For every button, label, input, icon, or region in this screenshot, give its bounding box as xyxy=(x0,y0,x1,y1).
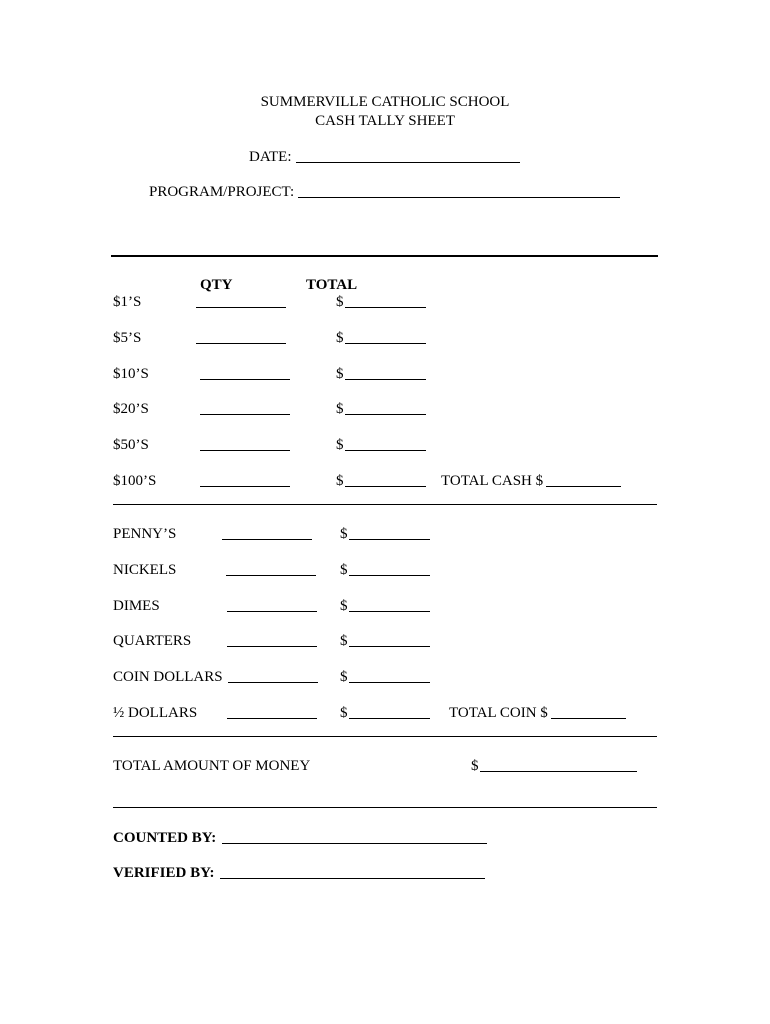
coin-row-label: NICKELS xyxy=(113,561,177,578)
bill-row-dollar-sign: $ xyxy=(336,329,344,346)
header-divider xyxy=(111,255,658,257)
coin-row-label: PENNY’S xyxy=(113,526,177,542)
coin-row-dollar-sign: $ xyxy=(340,561,348,578)
bill-row-dollar-sign: $ xyxy=(336,294,344,310)
date-field[interactable] xyxy=(296,162,520,163)
coin-row-label: QUARTERS xyxy=(113,633,192,650)
coin-row-label: ½ DOLLARS xyxy=(113,705,198,721)
coin-row-qty-field[interactable] xyxy=(227,718,317,719)
sheet-title: CASH TALLY SHEET xyxy=(315,113,455,129)
bill-row-total-field[interactable] xyxy=(345,486,426,487)
total-amount-label: TOTAL AMOUNT OF MONEY xyxy=(113,758,311,774)
counted-by-label: COUNTED BY: xyxy=(113,830,217,846)
coin-row-dollar-sign: $ xyxy=(340,597,348,614)
total-cash-field[interactable] xyxy=(546,486,621,487)
bill-row-qty-field[interactable] xyxy=(200,379,290,380)
coins-divider xyxy=(113,736,657,737)
total-divider xyxy=(113,807,657,808)
bill-row-total-field[interactable] xyxy=(345,343,426,344)
bill-row-dollar-sign: $ xyxy=(336,401,344,418)
coin-row-qty-field[interactable] xyxy=(227,646,317,647)
coin-row-total-field[interactable] xyxy=(349,575,430,576)
qty-column-header: QTY xyxy=(200,277,233,293)
coin-row-total-field[interactable] xyxy=(349,611,430,612)
bill-row-total-field[interactable] xyxy=(345,414,426,415)
coin-row-total-field[interactable] xyxy=(349,682,430,683)
total-coin-field[interactable] xyxy=(551,718,626,719)
program-label: PROGRAM/PROJECT: xyxy=(149,184,295,200)
total-column-header: TOTAL xyxy=(306,277,358,293)
bill-row-total-field[interactable] xyxy=(345,379,426,380)
coin-row-total-field[interactable] xyxy=(349,539,430,540)
total-coin-label: TOTAL COIN $ xyxy=(449,705,548,721)
coin-row-label: COIN DOLLARS xyxy=(113,669,223,686)
coin-row-dollar-sign: $ xyxy=(340,705,348,721)
bill-row-qty-field[interactable] xyxy=(196,307,286,308)
bill-row-label: $50’S xyxy=(113,437,149,454)
coin-row-dollar-sign: $ xyxy=(340,633,348,650)
coin-row-total-field[interactable] xyxy=(349,718,430,719)
bill-row-dollar-sign: $ xyxy=(336,473,344,489)
coin-row-dollar-sign: $ xyxy=(340,669,348,686)
bills-divider xyxy=(113,504,657,505)
bill-row-label: $5’S xyxy=(113,329,142,346)
coin-row-dollar-sign: $ xyxy=(340,526,348,542)
coin-row-total-field[interactable] xyxy=(349,646,430,647)
bill-row-qty-field[interactable] xyxy=(200,450,290,451)
total-cash-label: TOTAL CASH $ xyxy=(441,473,544,489)
school-name: SUMMERVILLE CATHOLIC SCHOOL xyxy=(260,94,510,110)
counted-by-field[interactable] xyxy=(222,843,487,844)
verified-by-label: VERIFIED BY: xyxy=(113,865,215,881)
bill-row-total-field[interactable] xyxy=(345,307,426,308)
date-label: DATE: xyxy=(249,149,292,165)
verified-by-field[interactable] xyxy=(220,878,485,879)
bill-row-qty-field[interactable] xyxy=(196,343,286,344)
total-amount-dollar: $ xyxy=(471,758,479,774)
total-amount-field[interactable] xyxy=(480,771,637,772)
coin-row-label: DIMES xyxy=(113,597,160,614)
bill-row-total-field[interactable] xyxy=(345,450,426,451)
coin-row-qty-field[interactable] xyxy=(227,611,317,612)
coin-row-qty-field[interactable] xyxy=(222,539,312,540)
bill-row-label: $1’S xyxy=(113,294,142,310)
bill-row-label: $10’S xyxy=(113,365,149,382)
bill-row-qty-field[interactable] xyxy=(200,414,290,415)
bill-row-qty-field[interactable] xyxy=(200,486,290,487)
bill-row-label: $100’S xyxy=(113,473,157,489)
coin-row-qty-field[interactable] xyxy=(228,682,318,683)
bill-row-label: $20’S xyxy=(113,401,149,418)
bill-row-dollar-sign: $ xyxy=(336,365,344,382)
bill-row-dollar-sign: $ xyxy=(336,437,344,454)
coin-row-qty-field[interactable] xyxy=(226,575,316,576)
program-field[interactable] xyxy=(298,197,620,198)
